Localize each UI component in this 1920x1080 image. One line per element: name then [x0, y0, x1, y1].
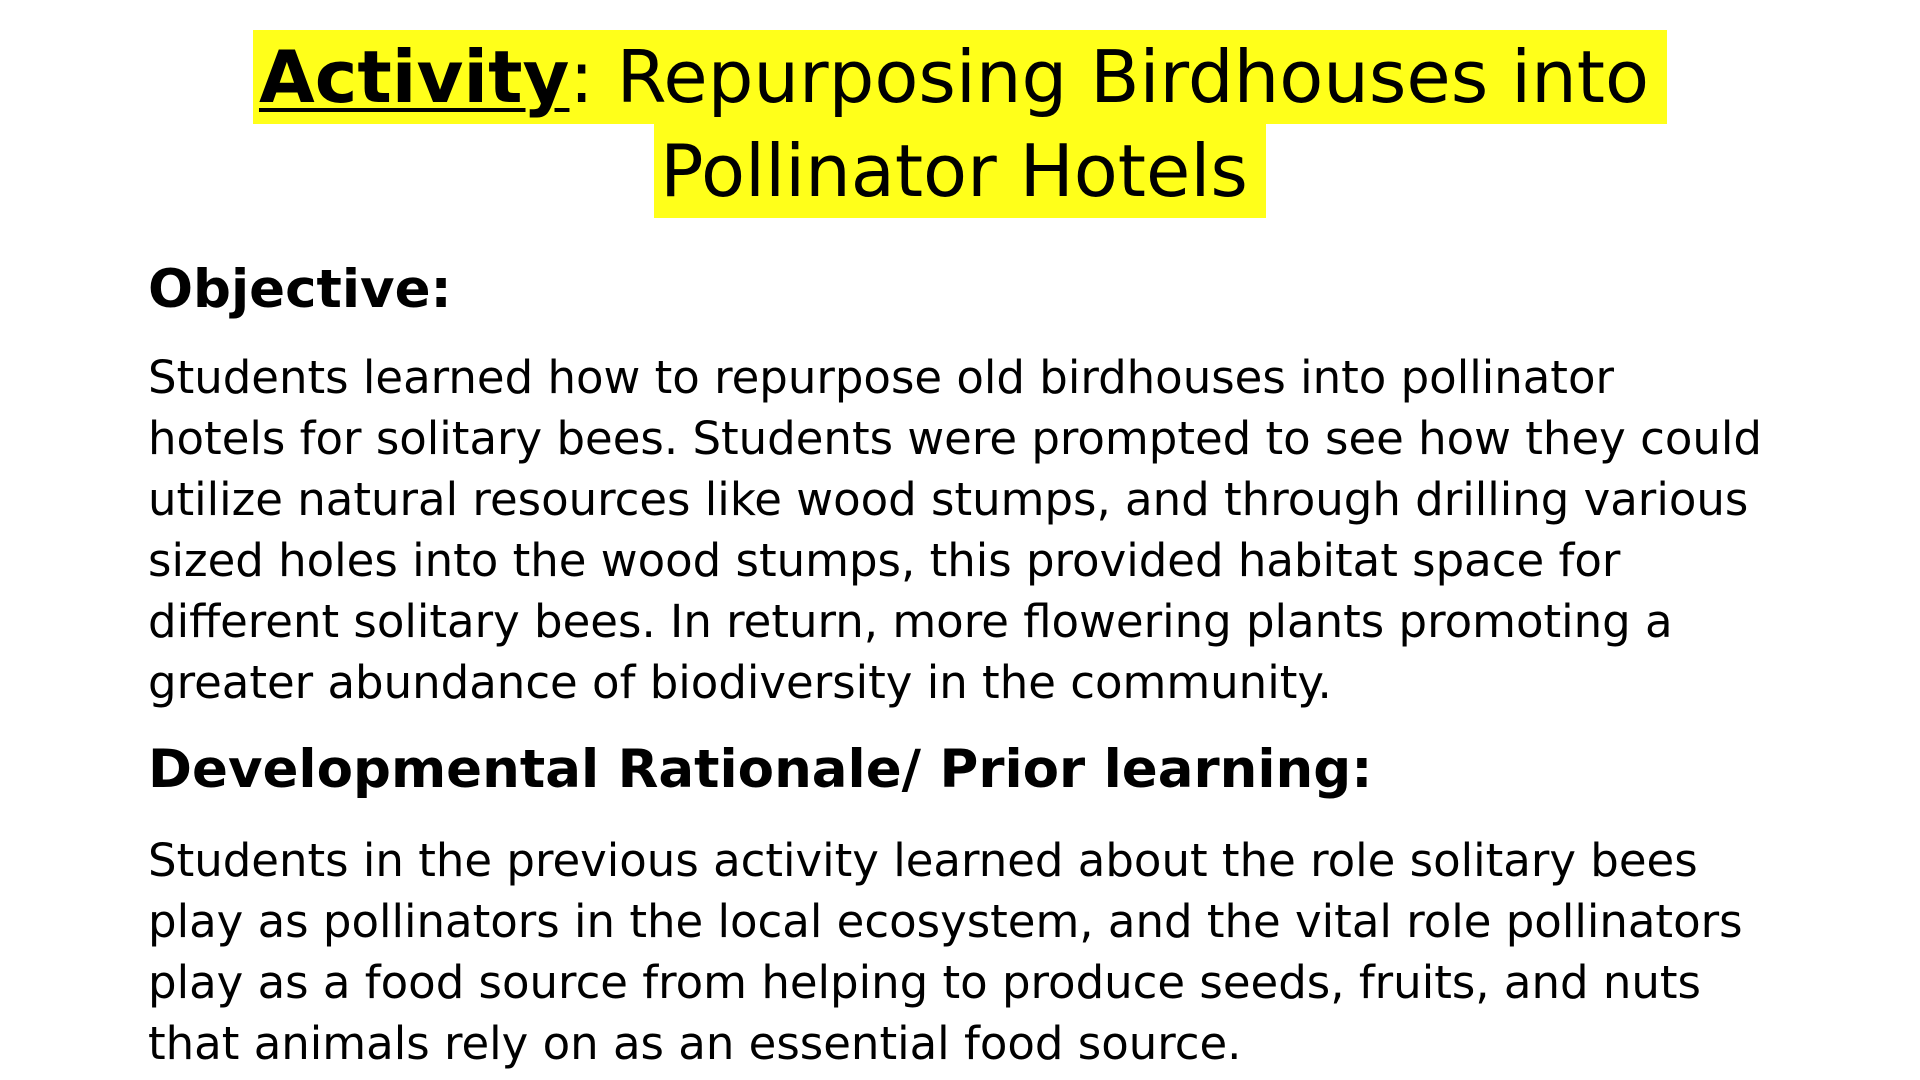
objective-line: different solitary bees. In return, more flowering plants promoting a: [148, 595, 1673, 648]
title-line-2: Pollinator Hotels: [654, 124, 1266, 218]
title-separator: :: [569, 35, 594, 119]
objective-line: Students learned how to repurpose old birdhouses into pollinator: [148, 351, 1614, 404]
rationale-line: play as pollinators in the local ecosystem, and the vital role pollinators: [148, 895, 1743, 948]
rationale-line: that animals rely on as an essential food source.: [148, 1017, 1242, 1070]
objective-line: sized holes into the wood stumps, this provided habitat space for: [148, 534, 1621, 587]
page-title: [0, 30, 1920, 218]
rationale-paragraph: [148, 830, 1868, 1074]
objective-paragraph: [148, 347, 1868, 713]
objective-line: utilize natural resources like wood stumps, and through drilling various: [148, 473, 1749, 526]
rationale-line: play as a food source from helping to produce seeds, fruits, and nuts: [148, 956, 1701, 1009]
rationale-line: Students in the previous activity learned about the role solitary bees: [148, 834, 1698, 887]
title-keyword: Activity: [258, 35, 570, 119]
rationale-heading: Developmental Rationale/ Prior learning:: [148, 739, 1373, 800]
objective-line: greater abundance of biodiversity in the community.: [148, 656, 1332, 709]
objective-heading: Objective:: [148, 259, 452, 320]
title-line-1: [253, 30, 1667, 124]
title-line-1-text: Repurposing Birdhouses into: [593, 35, 1650, 119]
objective-line: hotels for solitary bees. Students were prompted to see how they could: [148, 412, 1762, 465]
